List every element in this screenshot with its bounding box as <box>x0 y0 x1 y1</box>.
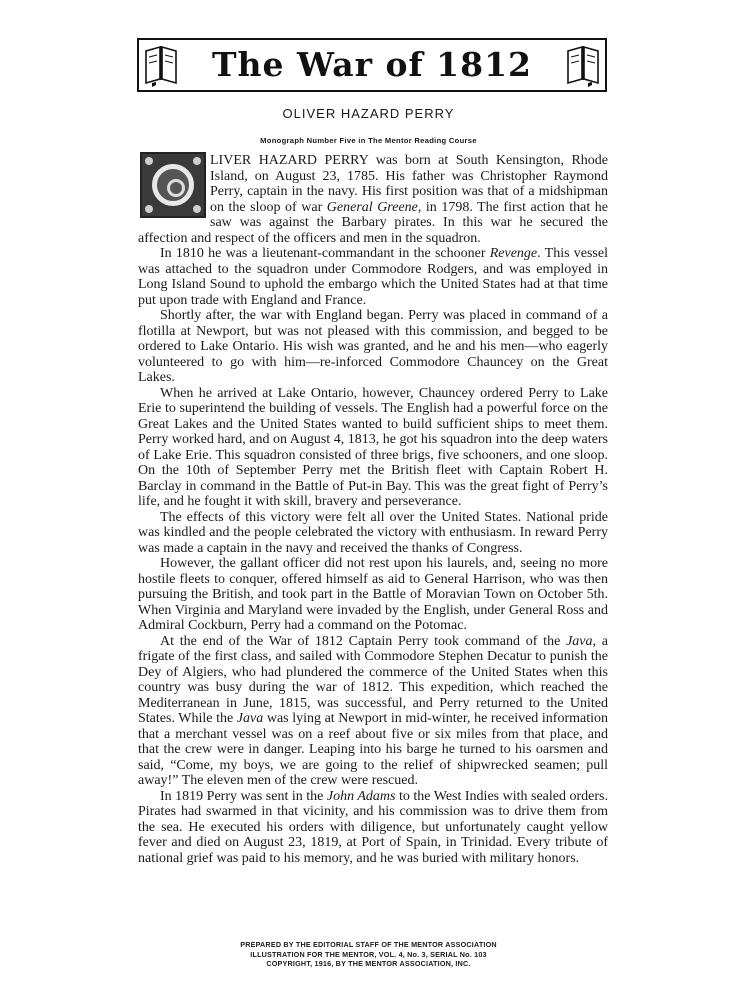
title-banner <box>137 38 607 92</box>
monograph-subtitle: Monograph Number Five in The Mentor Reading Course <box>260 136 477 145</box>
paragraph: However, the gallant officer did not rest upon his laurels, and, seeing no more hostile fleets to conquer, offered himself as aid to General Harrison, who was then pursuing the British, and took part in the Battle of Moravian Town on October 5th. When Virginia and Maryland were invaded by the English, under General Ross and Admiral Cockburn, Perry had a command on the Potomac. <box>138 556 608 633</box>
paragraph: The effects of this victory were felt all over the United States. National pride was kindled and the people celebrated the victory with enthusiasm. In reward Perry was made a captain in the navy and received the thanks of Congress. <box>138 509 608 556</box>
article-title: OLIVER HAZARD PERRY <box>282 106 455 121</box>
paragraph: LIVER HAZARD PERRY was born at South Kensington, Rhode Island, on August 23, 1785. His father was Christopher Raymond Perry, captain in the navy. His first position was that of a midshipman on the sloop of war General Greene, in 1798. The first action that he saw was against the Barbary pirates. In this war he secured the affection and respect of the officers and men in the squadron. <box>138 153 608 246</box>
paragraph: At the end of the War of 1812 Captain Perry took command of the Java, a frigate of the first class, and sailed with Commodore Stephen Decatur to punish the Dey of Algiers, who had plundered the commerce of the United States when this country was busy during the war of 1812. This expedition, which reached the Mediterranean in June, 1815, was successful, and Perry returned to the United States. While the Java was lying at Newport in mid-winter, he received information that a merchant vessel was on a reef about five or six miles from that place, and that the crew were in danger. Leaping into his barge he turned to his oarsmen and said, “Come, my boys, we are going to the relief of shipwrecked seamen; pull away!” The eleven men of the crew were rescued. <box>138 633 608 788</box>
open-book-icon <box>566 43 600 87</box>
article-body <box>138 153 608 866</box>
paragraph: Shortly after, the war with England began. Perry was placed in command of a flotilla at Newport, but was not pleased with this commission, and begged to be ordered to Lake Ontario. His wish was granted, and he and his men—who eagerly volunteered to go with him—re-inforced Commodore Chauncey on the Great Lakes. <box>138 308 608 385</box>
footer-line: ILLUSTRATION FOR THE MENTOR, VOL. 4, No. 3, SERIAL No. 103 <box>250 949 487 959</box>
footer-line: COPYRIGHT, 1916, BY THE MENTOR ASSOCIATION, INC. <box>266 959 471 968</box>
paragraph: In 1819 Perry was sent in the John Adams to the West Indies with sealed orders. Pirates had swarmed in that vicinity, and his commission was to drive them from the sea. He executed his orders with diligence, but unfortunately caught yellow fever and died on August 23, 1819, at Port of Spain, in Trinidad. Every tribute of national grief was paid to his memory, and he was buried with military honors. <box>138 788 608 866</box>
footer-credits <box>0 940 737 969</box>
paragraph: In 1810 he was a lieutenant-commandant in the schooner Revenge. This vessel was attached to the squadron under Commodore Rodgers, and was employed in Long Island Sound to uphold the embargo which the United States had at that time put upon trade with England and France. <box>138 246 608 308</box>
paragraph: When he arrived at Lake Ontario, however, Chauncey ordered Perry to Lake Erie to superintend the building of vessels. The English had a powerful force on the Great Lakes and the United States wanted to build sufficient ships to meet them. Perry worked hard, and on August 4, 1813, he got his squadron into the deep waters of Lake Erie. This squadron consisted of three brigs, five schooners, and one sloop. On the 10th of September Perry met the British fleet with Captain Robert H. Barclay in command in the Battle of Put-in Bay. This was the great fight of Perry’s life, and he fought it with skill, bravery and perseverance. <box>138 385 608 509</box>
footer-line: PREPARED BY THE EDITORIAL STAFF OF THE MENTOR ASSOCIATION <box>240 940 497 949</box>
banner-title: The War of 1812 <box>211 45 533 84</box>
open-book-icon <box>144 43 178 87</box>
